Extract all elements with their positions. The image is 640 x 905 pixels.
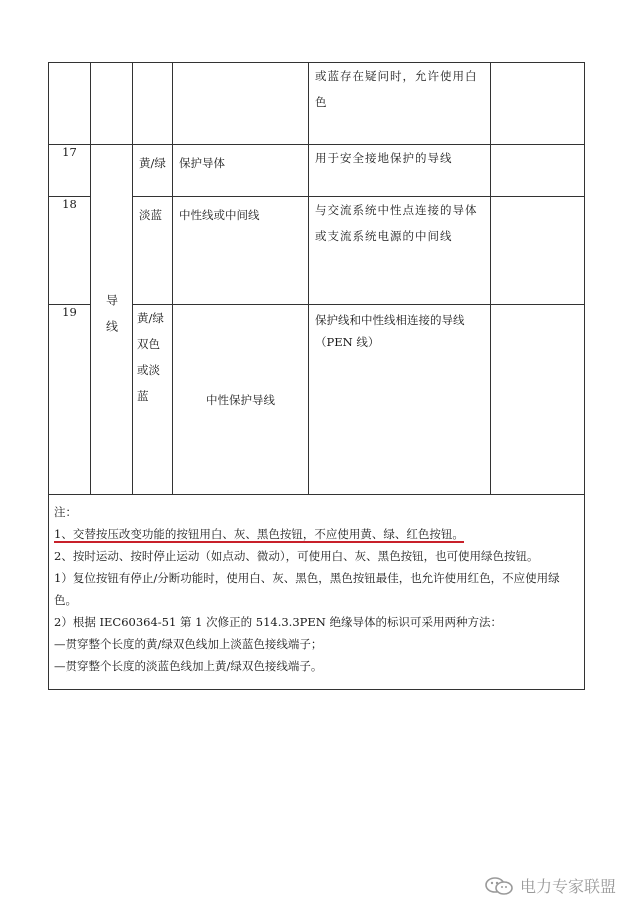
table-row (49, 63, 585, 145)
name-cell: 保护导体 (173, 145, 309, 197)
num-cell (49, 63, 91, 145)
row-number: 19 (49, 305, 91, 495)
remark-cell (491, 63, 585, 145)
remark-cell (491, 305, 585, 495)
category-cell (91, 145, 133, 495)
category-cell (91, 63, 133, 145)
name-cell (173, 63, 309, 145)
notes-row (49, 495, 585, 690)
table-row (49, 145, 585, 197)
color-cell (133, 63, 173, 145)
row-number: 18 (49, 197, 91, 305)
note-4: 2）根据 IEC60364-51 第 1 次修正的 514.3.3PEN 绝缘导体的标识可采用两种方法： (54, 615, 502, 629)
color-cell: 淡蓝 (133, 197, 173, 305)
note-5: —贯穿整个长度的黄/绿双色线加上淡蓝色接线端子； (54, 637, 323, 651)
category-label: 导线 (104, 293, 119, 346)
watermark (484, 874, 616, 897)
color-cell: 黄/绿 (133, 145, 173, 197)
color-code-table (48, 62, 585, 690)
remark-cell (491, 197, 585, 305)
name-cell: 中性保护导线 (173, 305, 309, 495)
desc-cell: 或蓝存在疑问时，允许使用白色 (309, 63, 491, 145)
desc-cell: 保护线和中性线相连接的导线（PEN 线） (309, 305, 491, 495)
remark-cell (491, 145, 585, 197)
desc-cell: 与交流系统中性点连接的导体或支流系统电源的中间线 (309, 197, 491, 305)
notes-title: 注： (54, 505, 77, 519)
note-2: 2、按时运动、按时停止运动（如点动、微动），可使用白、灰、黑色按钮，也可使用绿色按钮。 (54, 549, 539, 563)
name-cell: 中性线或中间线 (173, 197, 309, 305)
note-1: 1、交替按压改变功能的按钮用白、灰、黑色按钮，不应使用黄、绿、红色按钮。 (54, 527, 464, 541)
note-6: —贯穿整个长度的淡蓝色线加上黄/绿双色接线端子。 (54, 659, 323, 673)
note-line (54, 523, 579, 545)
notes-cell (49, 495, 585, 690)
row-number: 17 (49, 145, 91, 197)
color-cell: 黄/绿双色或淡蓝 (133, 305, 173, 495)
desc-cell: 用于安全接地保护的导线 (309, 145, 491, 197)
wechat-icon (484, 876, 514, 896)
watermark-text: 电力专家联盟 (519, 877, 616, 896)
note-3: 1）复位按钮有停止/分断功能时，使用白、灰、黑色，黑色按钮最佳，也允许使用红色，不应使用绿色。 (54, 571, 560, 607)
